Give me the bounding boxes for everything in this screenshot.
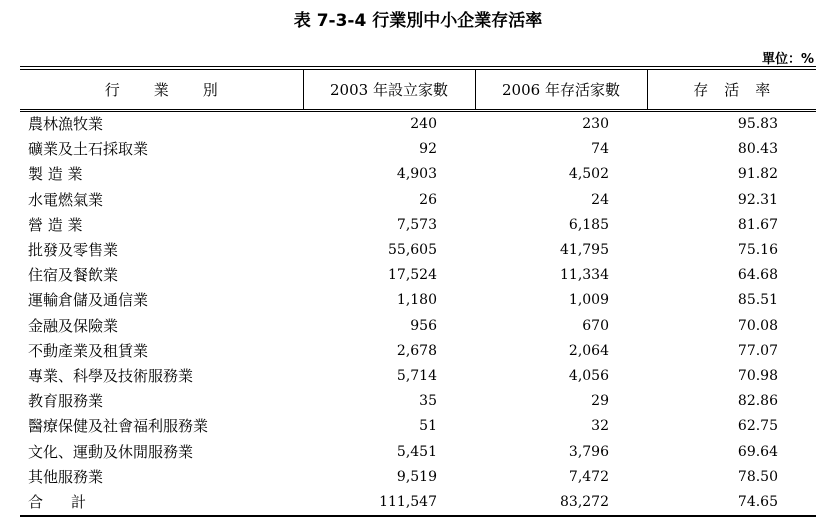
survival-rate-cell: 70.98 <box>737 367 778 384</box>
table-row <box>20 465 816 490</box>
survival-rate-cell: 85.51 <box>737 292 778 309</box>
surviving-2006-cell: 24 <box>591 191 609 208</box>
survival-rate-cell: 95.83 <box>737 116 778 133</box>
established-2003-cell: 5,451 <box>396 443 437 460</box>
established-2003-cell: 2,678 <box>396 342 437 359</box>
industry-name-cell: 金融及保險業 <box>28 316 119 335</box>
established-2003-cell: 5,714 <box>396 367 437 384</box>
industry-name-cell: 製 造 業 <box>28 165 83 184</box>
survival-rate-cell: 80.43 <box>737 141 778 158</box>
industry-name-cell: 文化、運動及休閒服務業 <box>28 442 194 461</box>
survival-rate-table <box>20 66 816 517</box>
surviving-2006-cell: 670 <box>582 317 609 334</box>
survival-rate-cell: 77.07 <box>737 342 778 359</box>
table-row <box>20 314 816 339</box>
table-body <box>20 111 816 517</box>
industry-name-cell: 礦業及土石採取業 <box>28 140 149 159</box>
table-row <box>20 188 816 213</box>
established-2003-cell: 17,524 <box>388 267 437 284</box>
surviving-2006-cell: 11,334 <box>560 267 609 284</box>
table-row <box>20 111 816 138</box>
established-2003-cell: 35 <box>419 393 437 410</box>
established-2003-cell: 92 <box>419 141 437 158</box>
survival-rate-cell: 91.82 <box>737 166 778 183</box>
industry-name-cell: 教育服務業 <box>28 392 104 411</box>
table-row <box>20 213 816 238</box>
surviving-2006-cell: 2,064 <box>568 342 609 359</box>
surviving-2006-cell: 29 <box>591 393 609 410</box>
industry-name-cell: 不動產業及租賃業 <box>28 341 149 360</box>
header-industry: 行業別 <box>20 68 303 111</box>
survival-rate-cell: 81.67 <box>737 216 778 233</box>
surviving-2006-cell: 4,502 <box>568 166 609 183</box>
survival-rate-cell: 62.75 <box>737 418 778 435</box>
survival-rate-cell: 82.86 <box>737 393 778 410</box>
established-2003-cell: 26 <box>419 191 437 208</box>
table-row <box>20 137 816 162</box>
industry-name-cell: 運輸倉儲及通信業 <box>28 291 149 310</box>
surviving-2006-cell: 41,795 <box>560 242 609 259</box>
surviving-2006-cell: 4,056 <box>568 367 609 384</box>
surviving-2006-cell: 32 <box>591 418 609 435</box>
survival-rate-cell: 78.50 <box>737 468 778 485</box>
table-row <box>20 339 816 364</box>
total-row <box>20 490 816 516</box>
industry-name-cell: 合計 <box>20 490 303 516</box>
surviving-2006-cell: 74 <box>591 141 609 158</box>
industry-name-cell: 批發及零售業 <box>28 241 119 260</box>
industry-name-cell: 住宿及餐飲業 <box>28 266 119 285</box>
survival-rate-cell: 75.16 <box>737 242 778 259</box>
industry-name-cell: 營 造 業 <box>28 215 83 234</box>
established-2003-cell: 4,903 <box>396 166 437 183</box>
header-survival-rate: 存活率 <box>647 68 816 111</box>
established-2003-cell: 55,605 <box>388 242 437 259</box>
table-row <box>20 238 816 263</box>
table-row <box>20 162 816 187</box>
surviving-2006-cell: 3,796 <box>568 443 609 460</box>
table-row <box>20 263 816 288</box>
survival-rate-cell: 70.08 <box>737 317 778 334</box>
header-row <box>20 68 816 111</box>
surviving-2006-cell: 83,272 <box>475 490 647 516</box>
surviving-2006-cell: 230 <box>582 116 609 133</box>
industry-name-cell: 水電燃氣業 <box>28 190 104 209</box>
survival-rate-cell: 64.68 <box>737 267 778 284</box>
industry-name-cell: 其他服務業 <box>28 467 104 486</box>
established-2003-cell: 9,519 <box>396 468 437 485</box>
table-row <box>20 439 816 464</box>
industry-name-cell: 農林漁牧業 <box>28 115 104 134</box>
established-2003-cell: 51 <box>419 418 437 435</box>
table-row <box>20 364 816 389</box>
table-row <box>20 288 816 313</box>
table-row <box>20 414 816 439</box>
surviving-2006-cell: 1,009 <box>568 292 609 309</box>
survival-rate-cell: 74.65 <box>647 490 816 516</box>
industry-name-cell: 醫療保健及社會福利服務業 <box>28 417 209 436</box>
established-2003-cell: 240 <box>410 116 437 133</box>
survival-rate-cell: 92.31 <box>737 191 778 208</box>
industry-name-cell: 專業、科學及技術服務業 <box>28 366 194 385</box>
surviving-2006-cell: 6,185 <box>568 216 609 233</box>
established-2003-cell: 1,180 <box>396 292 437 309</box>
unit-label: 單位：% <box>761 52 814 67</box>
established-2003-cell: 956 <box>410 317 437 334</box>
established-2003-cell: 111,547 <box>303 490 475 516</box>
survival-rate-cell: 69.64 <box>737 443 778 460</box>
table-title: 表 7-3-4 行業別中小企業存活率 <box>293 11 543 31</box>
established-2003-cell: 7,573 <box>396 216 437 233</box>
header-surviving-2006: 2006 年存活家數 <box>475 68 647 111</box>
header-established-2003: 2003 年設立家數 <box>303 68 475 111</box>
table-row <box>20 389 816 414</box>
surviving-2006-cell: 7,472 <box>568 468 609 485</box>
